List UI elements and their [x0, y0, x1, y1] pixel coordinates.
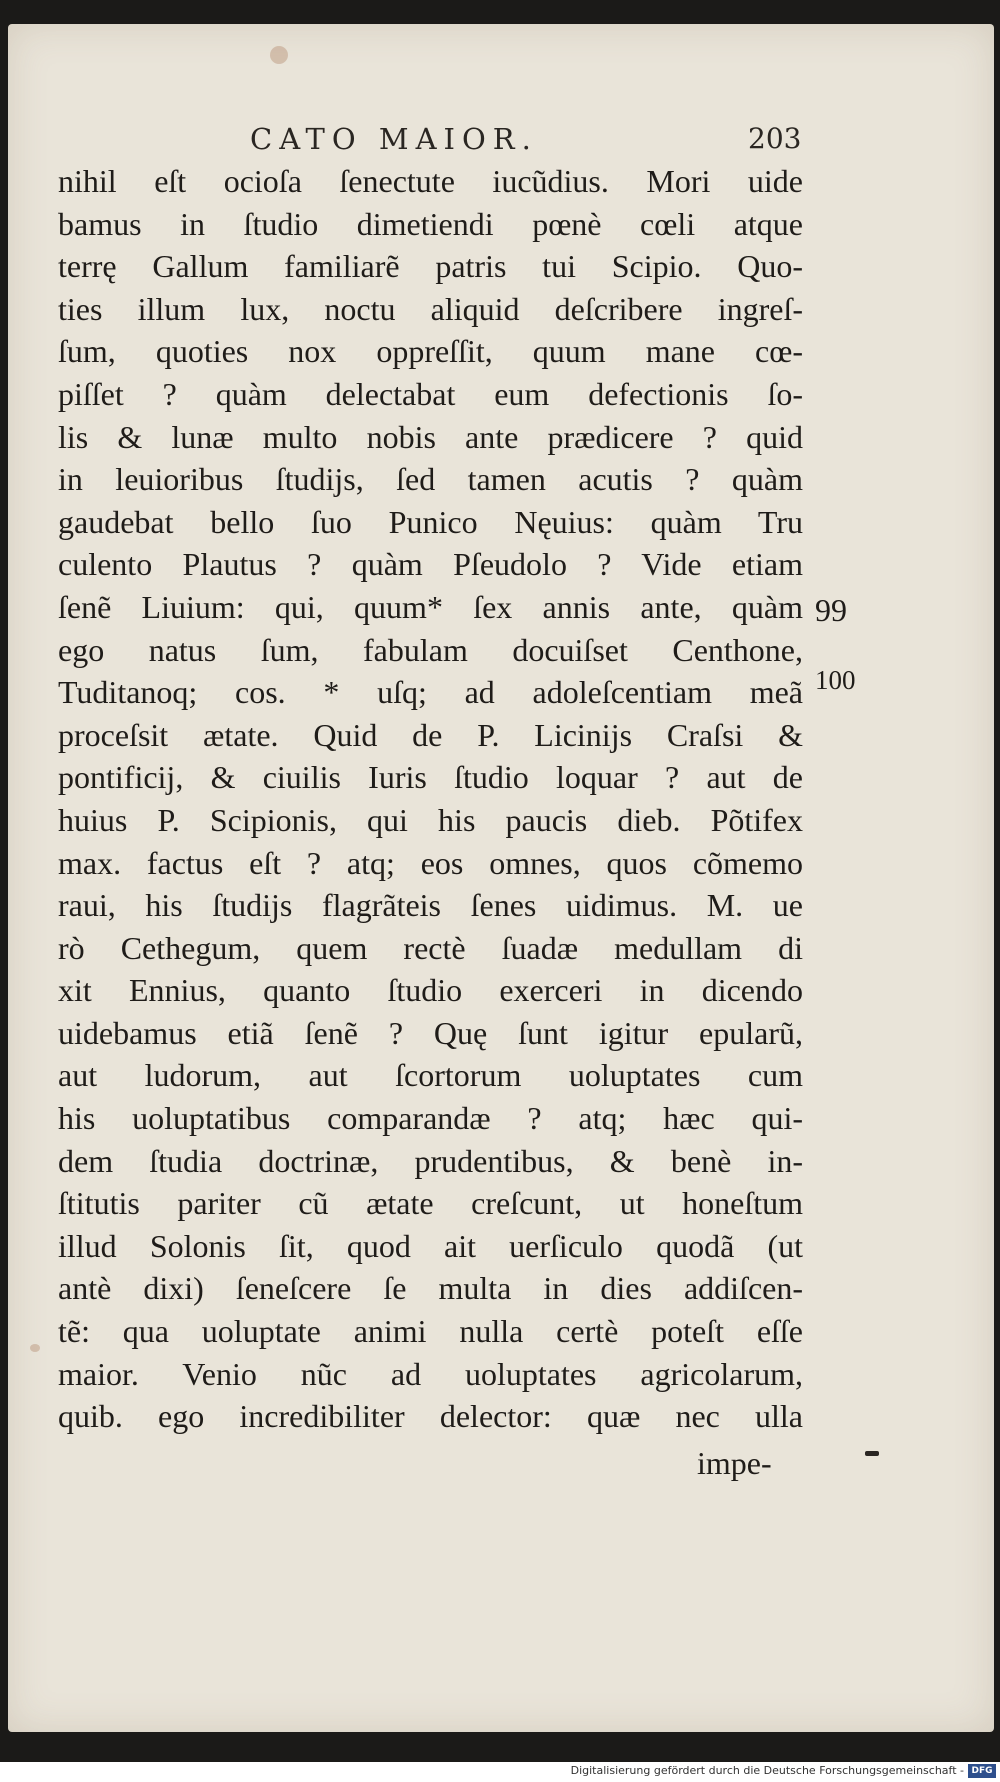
text-line: terrę Gallum familiarẽ patris tui Scipio. Quo-	[58, 248, 803, 285]
footer-bar	[0, 1762, 1000, 1782]
text-line: his uoluptatibus comparandæ ? atq; hæc qui-	[58, 1100, 803, 1137]
running-title: CATO MAIOR.	[250, 122, 538, 156]
margin-note-100: 100	[815, 665, 856, 695]
text-line: ego natus ſum, fabulam docuiſset Centhone,	[58, 631, 803, 668]
text-line: ſenẽ Liuium: qui, quum* ſex annis ante, quàm	[58, 588, 803, 625]
page-number: 203	[748, 122, 802, 155]
text-line: lis & lunæ multo nobis ante prædicere ? quid	[58, 418, 803, 455]
text-line: in leuioribus ſtudijs, ſed tamen acutis ? quàm	[58, 461, 803, 498]
text-line: ſum, quoties nox oppreſſit, quum mane cœ-	[58, 333, 803, 370]
text-line: antè dixi) ſeneſcere ſe multa in dies addiſcen-	[58, 1270, 803, 1307]
text-line: bamus in ſtudio dimetiendi pœnè cœli atque	[58, 205, 803, 242]
text-line: tẽ: qua uoluptate animi nulla certè poteſt eſſe	[58, 1313, 803, 1350]
text-line: ties illum lux, noctu aliquid deſcribere ingreſ-	[58, 290, 803, 327]
text-line: max. factus eſt ? atq; eos omnes, quos cõmemo	[58, 844, 803, 881]
text-line: uidebamus etiã ſenẽ ? Quę ſunt igitur epularũ,	[58, 1014, 803, 1051]
catchword: impe-	[697, 1445, 772, 1481]
text-line: proceſsit ætate. Quid de P. Licinijs Craſsi &	[58, 716, 803, 753]
funding-credit: Digitalisierung gefördert durch die Deutsche Forschungsgemeinschaft -	[570, 1764, 964, 1777]
paper-stain	[270, 46, 288, 64]
text-line: dem ſtudia doctrinæ, prudentibus, & benè in-	[58, 1142, 803, 1179]
text-line: aut ludorum, aut ſcortorum uoluptates cum	[58, 1057, 803, 1094]
body-text	[58, 160, 803, 1438]
text-line: huius P. Scipionis, qui his paucis dieb. Põtifex	[58, 801, 803, 838]
text-line: Tuditanoq; cos. * uſq; ad adoleſcentiam meã	[58, 674, 803, 711]
text-line: gaudebat bello ſuo Punico Nęuius: quàm Tru	[58, 503, 803, 540]
text-line: pontificij, & ciuilis Iuris ſtudio loquar ? aut de	[58, 759, 803, 796]
text-line: xit Ennius, quanto ſtudio exerceri in dicendo	[58, 972, 803, 1009]
text-line: piſſet ? quàm delectabat eum defectionis ſo-	[58, 375, 803, 412]
dfg-logo: DFG	[968, 1764, 996, 1778]
margin-dash-mark	[865, 1451, 879, 1456]
text-line: illud Solonis ſit, quod ait uerſiculo quodã (ut	[58, 1227, 803, 1264]
text-line: rò Cethegum, quem rectè ſuadæ medullam di	[58, 929, 803, 966]
text-line: maior. Venio nũc ad uoluptates agricolarum,	[58, 1355, 803, 1392]
text-line: ſtitutis pariter cũ ætate creſcunt, ut honeſtum	[58, 1185, 803, 1222]
text-line: quib. ego incredibiliter delector: quæ nec ulla	[58, 1398, 803, 1435]
margin-note-99: 99	[815, 592, 847, 628]
paper-stain	[30, 1344, 40, 1352]
text-line: raui, his ſtudijs flagrãteis ſenes uidimus. M. ue	[58, 887, 803, 924]
text-line: culento Plautus ? quàm Pſeudolo ? Vide etiam	[58, 546, 803, 583]
text-line: nihil eſt ocioſa ſenectute iucũdius. Mori uide	[58, 163, 803, 199]
